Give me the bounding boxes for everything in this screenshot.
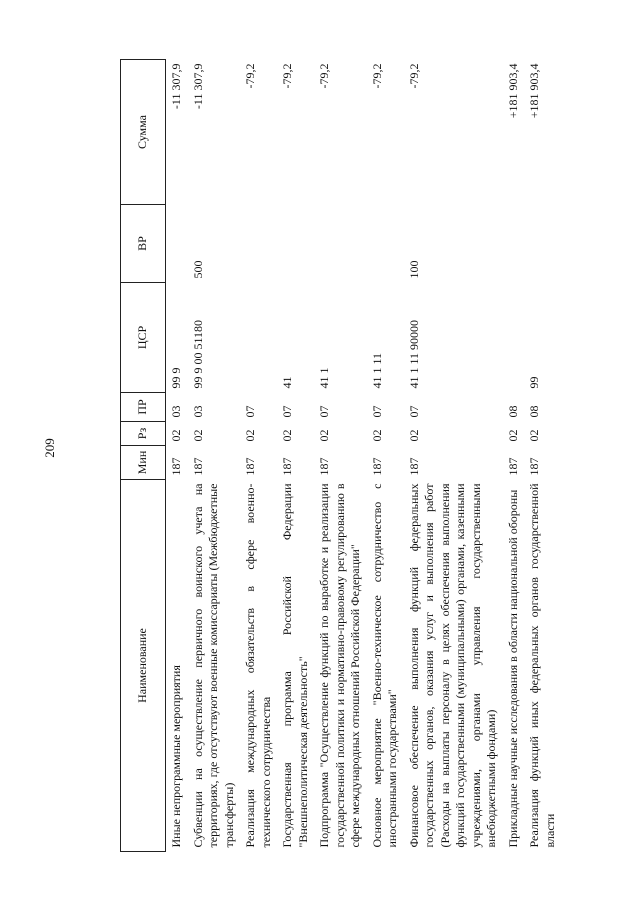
row-min: 187 xyxy=(505,457,520,476)
row-csr: 99 9 xyxy=(169,367,183,389)
row-pr: 03 xyxy=(169,405,183,418)
row-csr: 41 1 11 xyxy=(369,352,384,389)
row-min: 187 xyxy=(369,457,384,476)
row-vr xyxy=(277,205,314,283)
row-vr xyxy=(367,205,404,283)
row-rz: 02 xyxy=(505,429,520,442)
header-csr: ЦСР xyxy=(121,283,166,393)
row-rz: 02 xyxy=(317,429,331,442)
table-row xyxy=(404,60,503,852)
row-csr xyxy=(240,283,277,393)
table-row xyxy=(367,60,404,852)
row-sum: -79,2 xyxy=(369,63,384,89)
row-name: Финансовое обеспечение выполнения функций федеральных государственных органов, оказания услуг и выполнения работ (Расходы на выплаты персоналу в целях обеспечения выполнения функций государственными (муниципальными) органами, казенными учреждениями, органами управления государственными внебюджетными фондами) xyxy=(406,483,498,848)
row-name: Реализация международных обязательств в сфере военно-технического сотрудничества xyxy=(243,483,273,848)
table-row xyxy=(524,60,561,852)
table-row xyxy=(240,60,277,852)
header-rz: Рз xyxy=(121,422,166,446)
row-rz: 02 xyxy=(527,429,541,442)
row-sum: -11 307,9 xyxy=(190,63,205,110)
row-rz: 02 xyxy=(406,429,421,442)
row-pr: 07 xyxy=(406,405,421,418)
row-vr xyxy=(503,205,525,283)
row-sum: +181 903,4 xyxy=(527,63,541,119)
header-sum: Сумма xyxy=(121,60,166,205)
row-min: 187 xyxy=(280,457,294,476)
table-row xyxy=(314,60,367,852)
table-row xyxy=(166,60,188,852)
row-sum: -79,2 xyxy=(243,63,257,89)
row-rz: 02 xyxy=(243,429,257,442)
budget-table-container xyxy=(120,60,640,852)
table-row xyxy=(277,60,314,852)
table-row xyxy=(503,60,525,852)
row-pr: 07 xyxy=(369,405,384,418)
row-sum: -79,2 xyxy=(317,63,331,89)
row-min: 187 xyxy=(243,457,257,476)
table-header-row xyxy=(121,60,166,852)
row-sum: +181 903,4 xyxy=(505,63,520,119)
row-vr xyxy=(524,205,561,283)
budget-table xyxy=(120,59,561,852)
header-vr: ВР xyxy=(121,205,166,283)
row-min: 187 xyxy=(317,457,331,476)
row-pr: 08 xyxy=(505,405,520,418)
row-vr xyxy=(166,205,188,283)
header-pr: ПР xyxy=(121,393,166,422)
row-name: Иные непрограммные мероприятия xyxy=(169,665,183,848)
row-rz: 02 xyxy=(369,429,384,442)
header-name: Наименование xyxy=(121,480,166,852)
row-rz: 02 xyxy=(169,429,183,442)
row-pr: 08 xyxy=(527,405,541,418)
row-sum: -79,2 xyxy=(406,63,421,89)
row-sum: -11 307,9 xyxy=(169,63,183,110)
row-name: Подпрограмма "Осуществление функций по выработке и реализации государственной политики и нормативно-правовому регулированию в сфере международных отношений Российской Федерации" xyxy=(317,483,362,848)
row-pr: 07 xyxy=(317,405,331,418)
row-min: 187 xyxy=(527,457,541,476)
header-min: Мин xyxy=(121,446,166,480)
row-min: 187 xyxy=(406,457,421,476)
row-csr: 41 xyxy=(280,376,294,389)
row-pr: 03 xyxy=(190,405,205,418)
row-min: 187 xyxy=(169,457,183,476)
row-csr: 41 1 xyxy=(317,367,331,389)
row-vr: 500 xyxy=(190,260,205,279)
row-pr: 07 xyxy=(243,405,257,418)
row-vr xyxy=(314,205,367,283)
row-rz: 02 xyxy=(190,429,205,442)
row-sum: -79,2 xyxy=(280,63,294,89)
table-row xyxy=(188,60,241,852)
row-name: Государственная программа Российской Федерации "Внешнеполитическая деятельность" xyxy=(280,483,310,848)
row-min: 187 xyxy=(190,457,205,476)
row-vr: 100 xyxy=(406,260,421,279)
row-name: Прикладные научные исследования в области национальной обороны xyxy=(505,489,520,848)
row-csr xyxy=(503,283,525,393)
row-csr: 99 xyxy=(527,376,541,389)
row-rz: 02 xyxy=(280,429,294,442)
row-vr xyxy=(240,205,277,283)
row-name: Реализация функций иных федеральных органов государственной власти xyxy=(527,483,557,848)
row-csr: 99 9 00 51180 xyxy=(190,319,205,389)
page-number: 209 xyxy=(42,438,57,458)
row-pr: 07 xyxy=(280,405,294,418)
row-name: Субвенции на осуществление первичного воинского учета на территориях, где отсутствуют военные комиссариаты (Межбюджетные трансферты) xyxy=(190,483,236,848)
row-csr: 41 1 11 90000 xyxy=(406,319,421,389)
row-name: Основное мероприятие "Военно-техническое сотрудничество с иностранными государствами" xyxy=(369,483,399,848)
